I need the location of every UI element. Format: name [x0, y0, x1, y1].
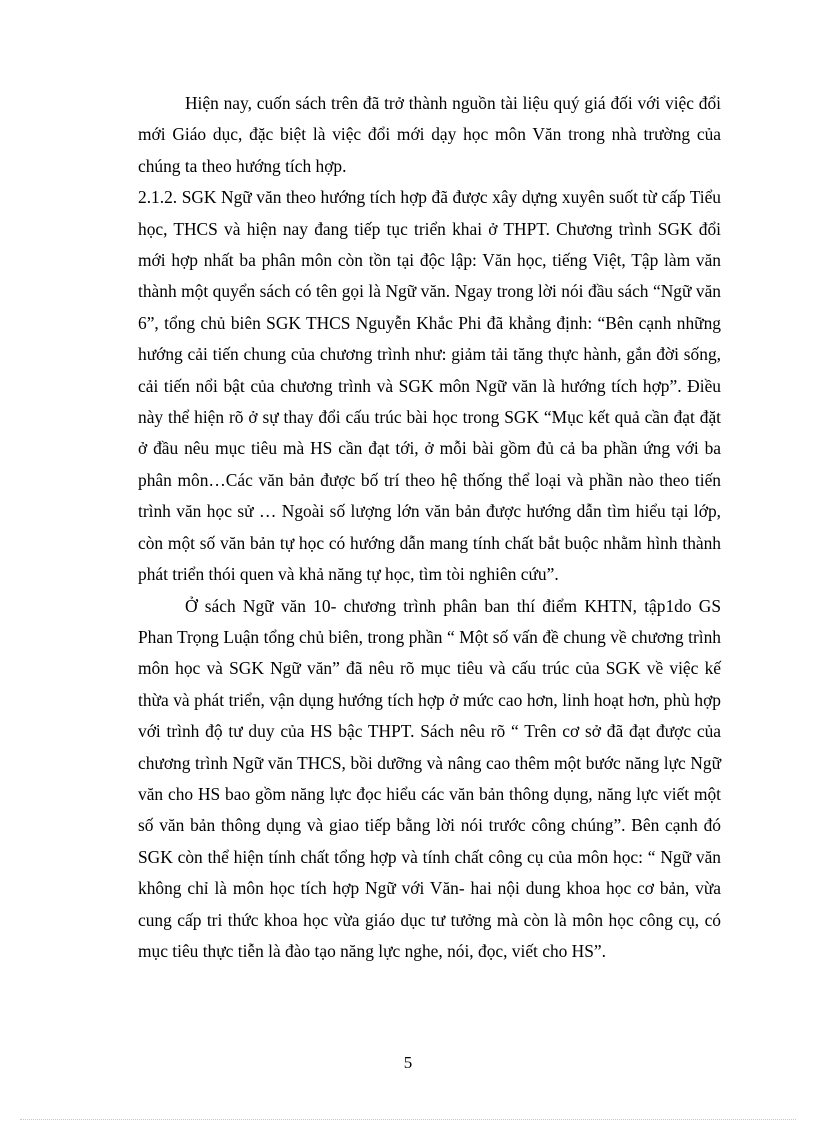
- paragraph-intro: Hiện nay, cuốn sách trên đã trở thành nguồn tài liệu quý giá đối với việc đổi mới Giáo dục, đặc biệt là việc đổi mới dạy học môn Văn trong nhà trường của chúng ta theo hướng tích hợp.: [138, 93, 721, 176]
- paragraph-section-2-1-2: 2.1.2. SGK Ngữ văn theo hướng tích hợp đã được xây dựng xuyên suốt từ cấp Tiểu học, THCS và hiện nay đang tiếp tục triển khai ở THPT. Chương trình SGK đổi mới hợp nhất ba phân môn còn tồn tại độc lập: Văn học, tiếng Việt, Tập làm văn thành một quyển sách có tên gọi là Ngữ văn. Ngay trong lời nói đầu sách “Ngữ văn 6”, tổng chủ biên SGK THCS Nguyễn Khắc Phi đã khẳng định: “Bên cạnh những hướng cải tiến chung của chương trình như: giảm tải tăng thực hành, gắn đời sống, cải tiến nổi bật của chương trình và SGK môn Ngữ văn là hướng tích hợp”. Điều này thể hiện rõ ở sự thay đổi cấu trúc bài học trong SGK “Mục kết quả cần đạt đặt ở đầu nêu mục tiêu mà HS cần đạt tới, ở mỗi bài gồm đủ cả ba phần ứng với ba phân môn…Các văn bản được bố trí theo hệ thống thể loại và phần nào theo tiến trình văn học sử … Ngoài số lượng lớn văn bản được hướng dẫn tìm hiểu tại lớp, còn một số văn bản tự học có hướng dẫn mang tính chất bắt buộc nhằm hình thành phát triển thói quen và khả năng tự học, tìm tòi nghiên cứu”.: [138, 187, 721, 585]
- paragraph-ngu-van-10: Ở sách Ngữ văn 10- chương trình phân ban thí điểm KHTN, tập1do GS Phan Trọng Luận tổng chủ biên, trong phần “ Một số vấn đề chung về chương trình môn học và SGK Ngữ văn” đã nêu rõ mục tiêu và cấu trúc của SGK về việc kế thừa và phát triển, vận dụng hướng tích hợp ở mức cao hơn, linh hoạt hơn, phù hợp với trình độ tư duy của HS bậc THPT. Sách nêu rõ “ Trên cơ sở đã đạt được của chương trình Ngữ văn THCS, bồi dưỡng và nâng cao thêm một bước năng lực Ngữ văn cho HS bao gồm năng lực đọc hiểu các văn bản thông dụng, năng lực viết một số văn bản thông dụng và giao tiếp bằng lời nói trước công chúng”. Bên cạnh đó SGK còn thể hiện tính chất tổng hợp và tính chất công cụ của môn học: “ Ngữ văn không chỉ là môn học tích hợp Ngữ với Văn- hai nội dung khoa học cơ bản, vừa cung cấp tri thức khoa học vừa giáo dục tư tưởng mà còn là môn học công cụ, có mục tiêu thực tiễn là đào tạo năng lực nghe, nói, đọc, viết cho HS”.: [138, 595, 721, 961]
- body-text: [138, 88, 721, 967]
- page-bottom-divider: [20, 1119, 796, 1120]
- page-number: 5: [403, 1053, 413, 1072]
